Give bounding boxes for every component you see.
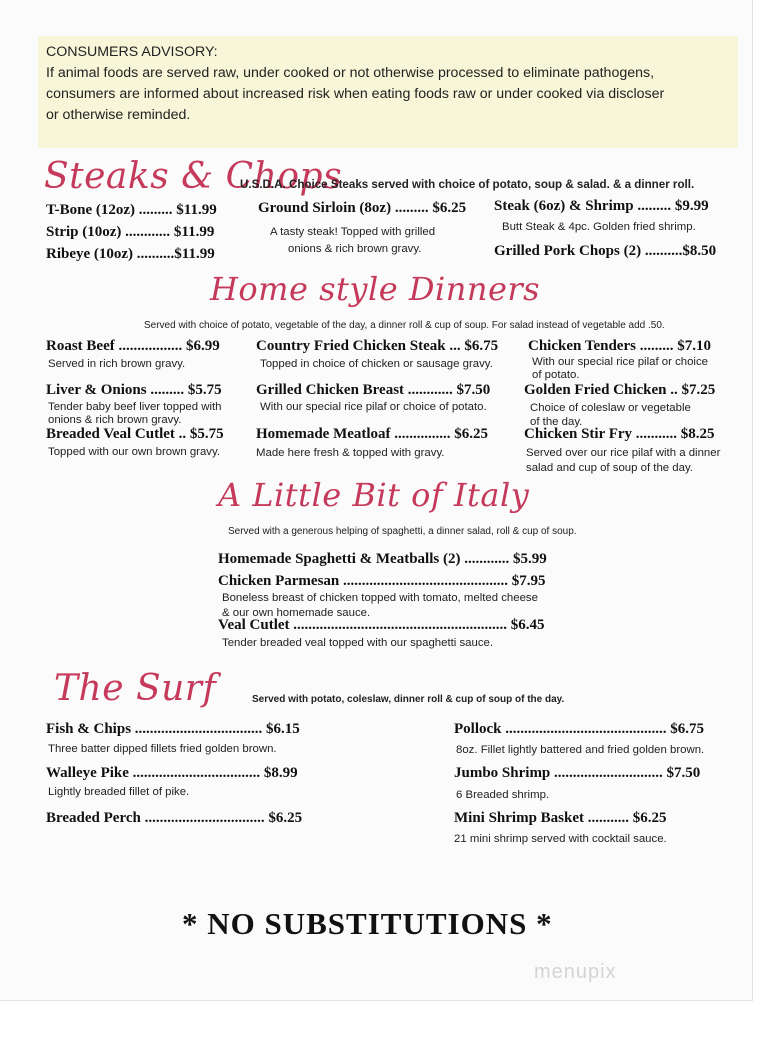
chicken-tenders-item: Chicken Tenders ......... $7.10 — [528, 338, 711, 354]
pollock-desc: 8oz. Fillet lightly battered and fried golden brown. — [456, 744, 705, 756]
chicken-tenders-desc: of potato. — [532, 369, 580, 381]
advisory-line: consumers are informed about increased risk when eating foods raw or under cooked via discloser — [46, 86, 665, 102]
golden-fried-item: Golden Fried Chicken .. $7.25 — [524, 382, 716, 398]
golden-fried-desc: Choice of coleslaw or vegetable — [530, 402, 691, 414]
roast-beef-item: Roast Beef ................. $6.99 — [46, 338, 220, 354]
ribeye-item: Ribeye (10oz) ..........$11.99 — [46, 246, 215, 262]
veal-cutlet-italy-desc: Tender breaded veal topped with our spaghetti sauce. — [222, 637, 494, 649]
walleye-item: Walleye Pike .................................. $8.99 — [46, 765, 298, 781]
parmesan-item: Chicken Parmesan ............................................ $7.95 — [218, 573, 546, 589]
stir-fry-item: Chicken Stir Fry ........... $8.25 — [524, 426, 715, 442]
advisory-title: CONSUMERS ADVISORY: — [46, 44, 218, 60]
mini-shrimp-desc: 21 mini shrimp served with cocktail sauce. — [454, 833, 667, 845]
menupix-watermark: menupix — [534, 961, 617, 983]
fish-chips-item: Fish & Chips .................................. $6.15 — [46, 721, 300, 737]
golden-fried-desc: of the day. — [530, 416, 583, 428]
chicken-tenders-desc: With our special rice pilaf or choice — [532, 356, 708, 368]
meatloaf-item: Homemade Meatloaf ............... $6.25 — [256, 426, 489, 442]
country-fried-steak-desc: Topped in choice of chicken or sausage gravy. — [260, 358, 493, 370]
meatloaf-desc: Made here fresh & topped with gravy. — [256, 447, 445, 459]
pollock-item: Pollock ........................................... $6.75 — [454, 721, 704, 737]
liver-onions-desc: Tender baby beef liver topped with — [48, 401, 222, 413]
homestyle-note: Served with choice of potato, vegetable of the day, a dinner roll & cup of soup. For salad instead of vegetable add .50. — [144, 320, 665, 331]
veal-cutlet-desc: Topped with our own brown gravy. — [48, 446, 221, 458]
steak-shrimp-desc: Butt Steak & 4pc. Golden fried shrimp. — [502, 221, 696, 233]
liver-onions-desc: onions & rich brown gravy. — [48, 414, 182, 426]
liver-onions-item: Liver & Onions ......... $5.75 — [46, 382, 222, 398]
veal-cutlet-item: Breaded Veal Cutlet .. $5.75 — [46, 426, 224, 442]
no-substitutions-footer: * NO SUBSTITUTIONS * — [182, 906, 553, 941]
parmesan-desc: Boneless breast of chicken topped with tomato, melted cheese — [222, 592, 538, 604]
consumer-advisory — [38, 36, 738, 148]
jumbo-shrimp-item: Jumbo Shrimp ............................. $7.50 — [454, 765, 701, 781]
italy-note: Served with a generous helping of spaghetti, a dinner salad, roll & cup of soup. — [228, 526, 577, 537]
mini-shrimp-item: Mini Shrimp Basket ........... $6.25 — [454, 810, 667, 826]
steaks-heading: Steaks & Chops — [44, 156, 343, 197]
fish-chips-desc: Three batter dipped fillets fried golden brown. — [48, 743, 277, 755]
surf-heading: The Surf — [54, 668, 217, 709]
strip-item: Strip (10oz) ............ $11.99 — [46, 224, 215, 240]
pork-chops-item: Grilled Pork Chops (2) ..........$8.50 — [494, 243, 717, 259]
walleye-desc: Lightly breaded fillet of pike. — [48, 786, 190, 798]
grilled-chicken-desc: With our special rice pilaf or choice of potato. — [260, 401, 487, 413]
veal-cutlet-italy-item: Veal Cutlet ......................................................... $6.45 — [218, 617, 545, 633]
perch-item: Breaded Perch ................................ $6.25 — [46, 810, 303, 826]
roast-beef-desc: Served in rich brown gravy. — [48, 358, 186, 370]
homestyle-heading: Home style Dinners — [210, 270, 541, 308]
surf-note: Served with potato, coleslaw, dinner roll & cup of soup of the day. — [252, 694, 565, 705]
parmesan-desc: & our own homemade sauce. — [222, 607, 371, 619]
sirloin-desc: A tasty steak! Topped with grilled — [270, 226, 436, 238]
country-fried-steak-item: Country Fried Chicken Steak ... $6.75 — [256, 338, 499, 354]
grilled-chicken-item: Grilled Chicken Breast ............ $7.50 — [256, 382, 491, 398]
spaghetti-item: Homemade Spaghetti & Meatballs (2) ............ $5.99 — [218, 551, 547, 567]
stir-fry-desc: salad and cup of soup of the day. — [526, 462, 693, 474]
jumbo-shrimp-desc: 6 Breaded shrimp. — [456, 789, 550, 801]
advisory-line: If animal foods are served raw, under cooked or not otherwise processed to eliminate pathogens, — [46, 65, 655, 81]
advisory-line: or otherwise reminded. — [46, 107, 191, 123]
italy-heading: A Little Bit of Italy — [218, 476, 530, 514]
sirloin-item: Ground Sirloin (8oz) ......... $6.25 — [258, 200, 467, 216]
steaks-note: U.S.D.A. Choice Steaks served with choice of potato, soup & salad. & a dinner roll. — [240, 178, 695, 191]
steak-shrimp-item: Steak (6oz) & Shrimp ......... $9.99 — [494, 198, 709, 214]
stir-fry-desc: Served over our rice pilaf with a dinner — [526, 447, 721, 459]
tbone-item: T-Bone (12oz) ......... $11.99 — [46, 202, 217, 218]
sirloin-desc: onions & rich brown gravy. — [288, 243, 422, 255]
